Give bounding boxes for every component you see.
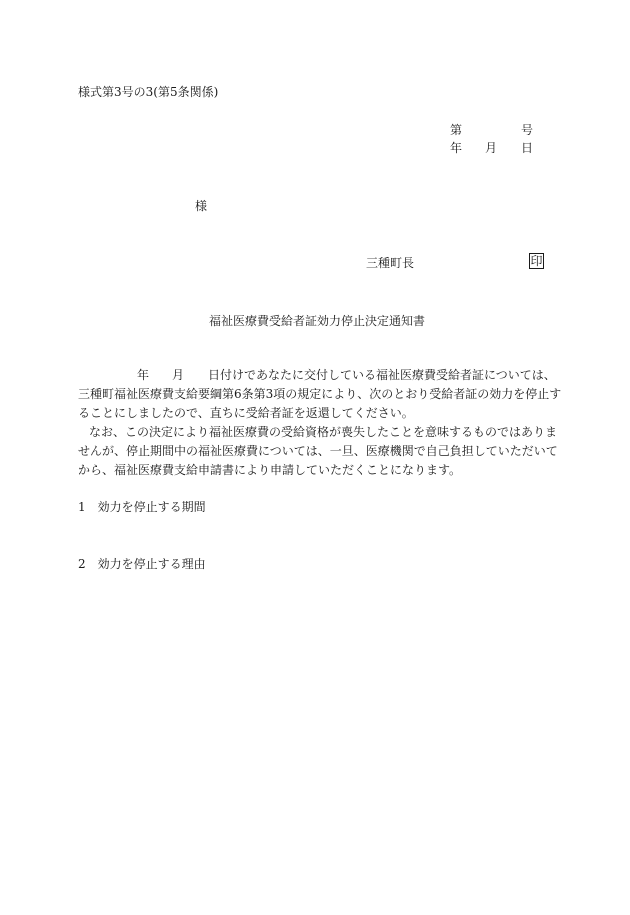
document-number-suffix: 号 [521,123,534,137]
body-year-label: 年 [137,368,150,382]
body-paragraph-1-line-3: ることにしましたので、直ちに受給者証を返還してください。 [78,406,414,420]
date-day-label: 日 [521,141,534,155]
section-suspension-reason: 2 効力を停止する理由 [78,557,206,571]
body-paragraph-2-line-1: なお、この決定により福祉医療費の受給資格が喪失したことを意味するものではありま [89,425,558,439]
issuer-title: 三種町長 [366,256,415,270]
date-year-label: 年 [450,141,463,155]
document-title: 福祉医療費受給者証効力停止決定通知書 [209,314,426,328]
document-number-prefix: 第 [450,123,463,137]
section-suspension-period: 1 効力を停止する期間 [78,500,206,514]
body-paragraph-2-line-3: から、福祉医療費支給申請書により申請していただくことになります。 [78,463,462,477]
body-paragraph-1-line-1: 日付けであなたに交付している福祉医療費受給者証については、 [208,368,556,382]
seal-mark: 印 [530,254,543,268]
body-paragraph-1-line-2: 三種町福祉医療費支給要綱第6条第3項の規定により、次のとおり受給者証の効力を停止す [78,387,562,401]
date-month-label: 月 [485,141,498,155]
form-number: 様式第3号の3(第5条関係) [78,85,219,99]
body-paragraph-2-line-2: せんが、停止期間中の福祉医療費については、一旦、医療機関で自己負担していただいて [78,444,558,458]
recipient-honorific: 様 [195,199,208,213]
body-month-label: 月 [172,368,185,382]
